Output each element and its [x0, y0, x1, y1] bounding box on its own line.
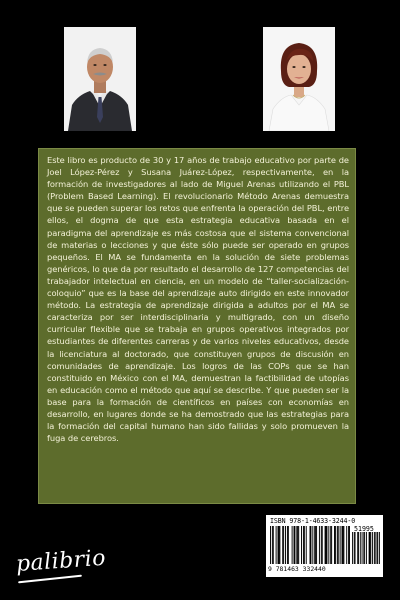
barcode-bar — [379, 532, 380, 564]
author-photo-susana — [263, 27, 335, 131]
barcode-bar — [315, 526, 316, 564]
barcode-bar — [310, 526, 311, 564]
barcode-bar — [278, 526, 279, 564]
barcode-bar — [296, 526, 297, 564]
barcode-bar — [278, 526, 279, 564]
barcode-bar — [322, 526, 323, 564]
price-code: 51995 — [354, 525, 374, 533]
barcode-bar — [354, 532, 355, 564]
barcode-bar — [292, 526, 293, 564]
barcode-bar — [314, 526, 315, 564]
barcode-bar — [375, 532, 376, 564]
barcode-bar — [328, 526, 329, 564]
barcode-bar — [366, 532, 367, 564]
barcode-bar — [348, 526, 349, 564]
barcode-bar — [270, 526, 271, 564]
barcode-bar — [279, 526, 280, 564]
barcode-bar — [352, 532, 353, 564]
barcode-bar — [330, 526, 331, 564]
barcode-bar — [282, 526, 283, 564]
barcode-bar — [288, 526, 289, 564]
barcode-bar — [319, 526, 320, 564]
barcode-addon-bars — [352, 532, 380, 564]
barcode-bar — [355, 532, 356, 564]
barcode-bar — [310, 526, 311, 564]
barcode-bar — [377, 532, 378, 564]
barcode-bar — [312, 526, 313, 564]
barcode-bar — [294, 526, 295, 564]
barcode-bar — [321, 526, 322, 564]
barcode-bar — [342, 526, 343, 564]
barcode-digits: 9 781463 332440 — [268, 565, 326, 573]
barcode-bar — [283, 526, 284, 564]
barcode-bar — [369, 532, 370, 564]
barcode-bar — [362, 532, 363, 564]
barcode-bar — [303, 526, 304, 564]
back-cover-blurb: Este libro es producto de 30 y 17 años de trabajo educativo por parte de Joel López-Pérez y Susana Juárez-López, respectivamente, en la formación de investigadores al lado de Miguel Arenas utilizando el PBL (Problem Based Learning). El revolucionario Método Arenas demuestra que se pueden superar los retos que enfrenta la operación del PBL, entre ellos, el dogma de que esta estrategia educativa basada en el paradigma del aprendizaje es más costosa que el sistema convencional de materias o lecciones y que éste sólo puede ser operado en grupos pequeños. El MA se fundamenta en la solución de siete problemas genéricos, lo que da por resultado el desarrollo de 127 competencias del trabajador intelectual en ciencia, en un modelo de “taller-socialización-coloquio” que es la base del aprendizaje auto dirigido en este innovador método. La estrategia de aprendizaje dirigida a adultos por el MA se caracteriza por ser interdisciplinaria y multigrado, con un diseño curricular flexible que se trabaja en grupos operativos integrados por estudiantes de diferentes carreras y de varios niveles educativos, desde la licenciatura al doctorado, que constituyen grupos de discusión en comunidades de aprendizaje. Los logros de las COPs que se han constituido en México con el MA, demuestran la factibilidad de utopías en educación como el método que aquí se describe. Y que pueden ser la base para la formación de científicos en países con economías en desarrollo, en lugares donde se ha demostrado que las estrategias para la formación del capital humano han sido fallidas y solo promueven la fuga de cerebros. — [47, 155, 349, 444]
barcode-bar — [346, 526, 347, 564]
barcode-bar — [374, 532, 375, 564]
barcode-bar — [335, 526, 336, 564]
barcode-bar — [273, 526, 274, 564]
barcode-bar — [325, 526, 326, 564]
barcode-bar — [304, 526, 305, 564]
barcode-bar — [343, 526, 344, 564]
isbn-barcode — [266, 515, 383, 577]
barcode-bar — [316, 526, 317, 564]
barcode-bar — [377, 532, 378, 564]
author-photo-joel — [64, 27, 136, 131]
barcode-bar — [358, 532, 359, 564]
barcode-bar — [363, 532, 364, 564]
barcode-bar — [285, 526, 286, 564]
isbn-label: ISBN 978-1-4633-3244-0 — [270, 517, 356, 525]
barcode-bar — [349, 526, 350, 564]
author-portrait-female — [263, 27, 335, 131]
barcode-bar — [340, 526, 341, 564]
barcode-bar — [360, 532, 361, 564]
barcode-bar — [272, 526, 273, 564]
barcode-bar — [334, 526, 335, 564]
barcode-bar — [294, 526, 295, 564]
barcode-bar — [297, 526, 298, 564]
barcode-bar — [301, 526, 302, 564]
barcode-bars — [270, 526, 350, 564]
barcode-bar — [306, 526, 307, 564]
publisher-logo: palibrio — [15, 545, 107, 577]
barcode-bar — [342, 526, 343, 564]
barcode-bar — [276, 526, 277, 564]
barcode-bar — [331, 526, 332, 564]
barcode-bar — [326, 526, 327, 564]
barcode-bar — [287, 526, 288, 564]
barcode-bar — [370, 532, 371, 564]
barcode-bar — [298, 526, 299, 564]
barcode-bar — [357, 532, 358, 564]
barcode-bar — [364, 532, 365, 564]
barcode-bar — [337, 526, 338, 564]
barcode-bar — [372, 532, 373, 564]
barcode-bar — [370, 532, 371, 564]
barcode-bar — [326, 526, 327, 564]
author-portrait-male — [64, 27, 136, 131]
description-panel — [38, 148, 356, 504]
barcode-bar — [338, 526, 339, 564]
